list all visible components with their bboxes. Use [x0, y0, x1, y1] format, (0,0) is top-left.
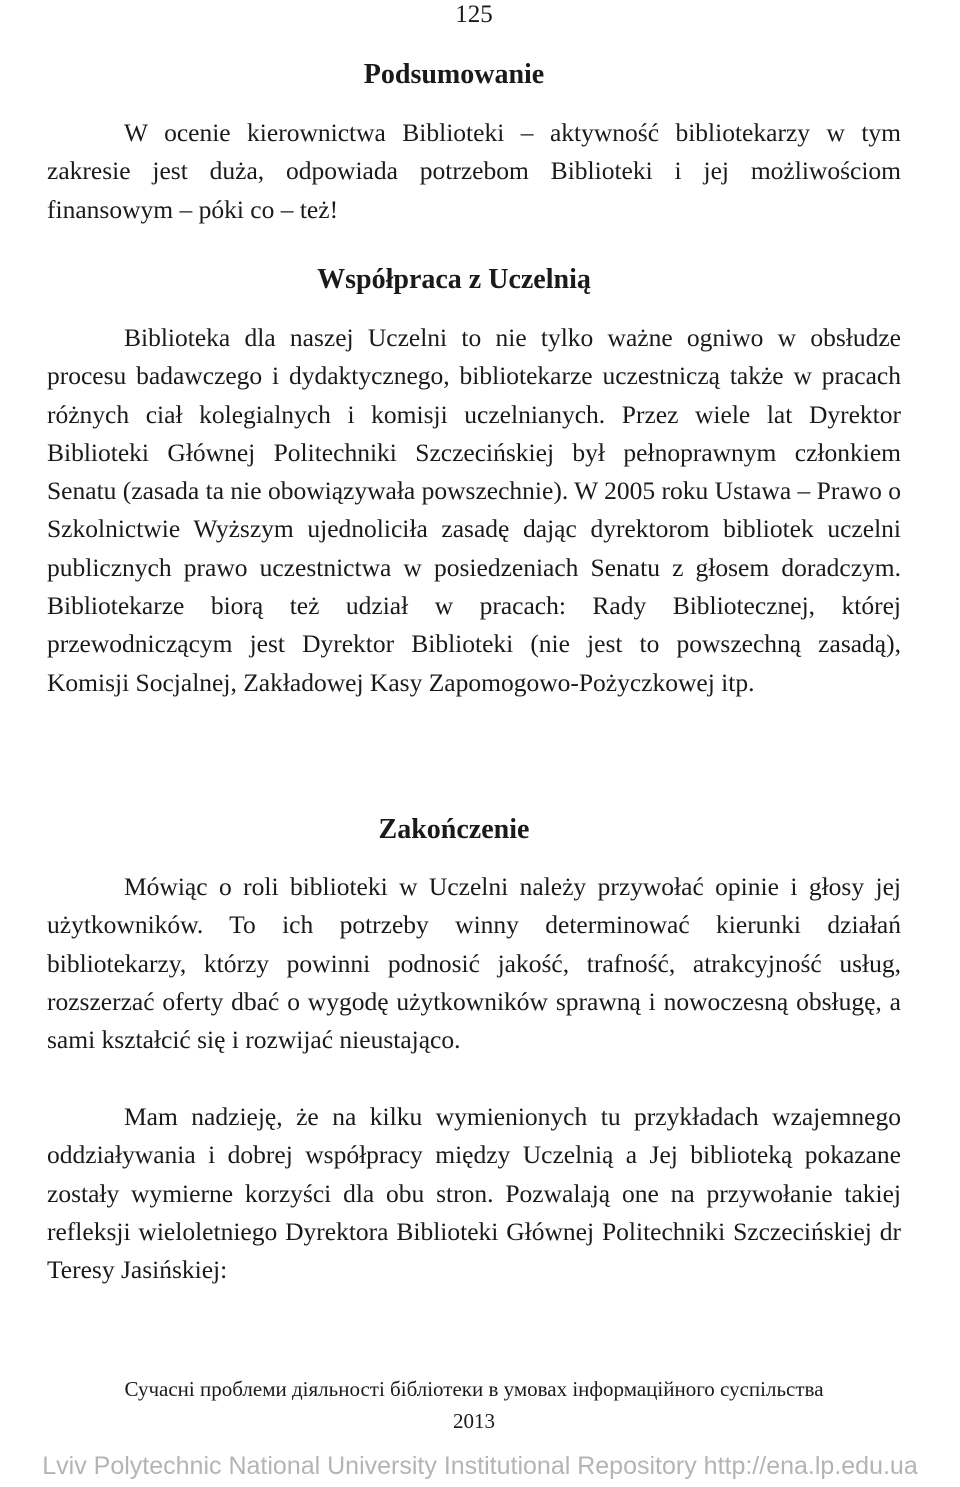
page-number: 125 [455, 1, 493, 28]
paragraph-cooperation: Biblioteka dla naszej Uczelni to nie tylko ważne ogniwo w obsłudze procesu badawczego i dydaktycznego, bibliotekarze uczestniczą także w pracach różnych ciał kolegialnych i komisji uczelnianych. Przez wiele lat Dyrektor Biblioteki Głównej Politechniki Szczecińskiej był pełnoprawnym członkiem Senatu (zasada ta nie obowiązywała powszechnie). W 2005 roku Ustawa – Prawo o Szkolnictwie Wyższym ujednoliciła zasadę dając dyrektorom bibliotek uczelni publicznych prawo uczestnictwa w posiedzeniach Senatu z głosem doradczym. Bibliotekarze biorą też udział w pracach: Rady Bibliotecznej, której przewodniczącym jest Dyrektor Biblioteki (nie jest to powszechną zasadą), Komisji Socjalnej, Zakładowej Kasy Zapomogowo-Pożyczkowej itp. [47, 323, 901, 697]
footer-year: 2013 [453, 1409, 495, 1433]
paragraph-summary: W ocenie kierownictwa Biblioteki – aktywność bibliotekarzy w tym zakresie jest duża, odpowiada potrzebom Biblioteki i jej możliwościom finansowym – póki co – też! [47, 118, 901, 224]
heading-summary: Podsumowanie [363, 59, 545, 90]
paragraph-conclusion-2: Mam nadzieję, że na kilku wymienionych tu przykładach wzajemnego oddziaływania i dobrej współpracy między Uczelnią a Jej biblioteką pokazane zostały wymierne korzyści dla obu stron. Pozwalają one na przywołanie takiej refleksji wieloletniego Dyrektora Biblioteki Głównej Politechniki Szczecińskiej dr Teresy Jasińskiej: [47, 1102, 901, 1285]
footer-title: Сучасні проблеми діяльності бібліотеки в умовах інформаційного суспільства [124, 1377, 824, 1401]
heading-conclusion: Zakończenie [378, 814, 530, 845]
repository-watermark: Lviv Polytechnic National University Institutional Repository http://ena.lp.edu.ua [42, 1452, 918, 1480]
heading-cooperation: Współpraca z Uczelnią [317, 264, 591, 295]
paragraph-conclusion-1: Mówiąc o roli biblioteki w Uczelni należy przywołać opinie i głosy jej użytkowników. To ich potrzeby winny determinować kierunki działań bibliotekarzy, którzy powinni podnosić jakość, trafność, atrakcyjność usług, rozszerzać oferty dbać o wygodę użytkowników sprawną i nowoczesną obsługę, a sami kształcić się i rozwijać nieustająco. [47, 872, 901, 1055]
